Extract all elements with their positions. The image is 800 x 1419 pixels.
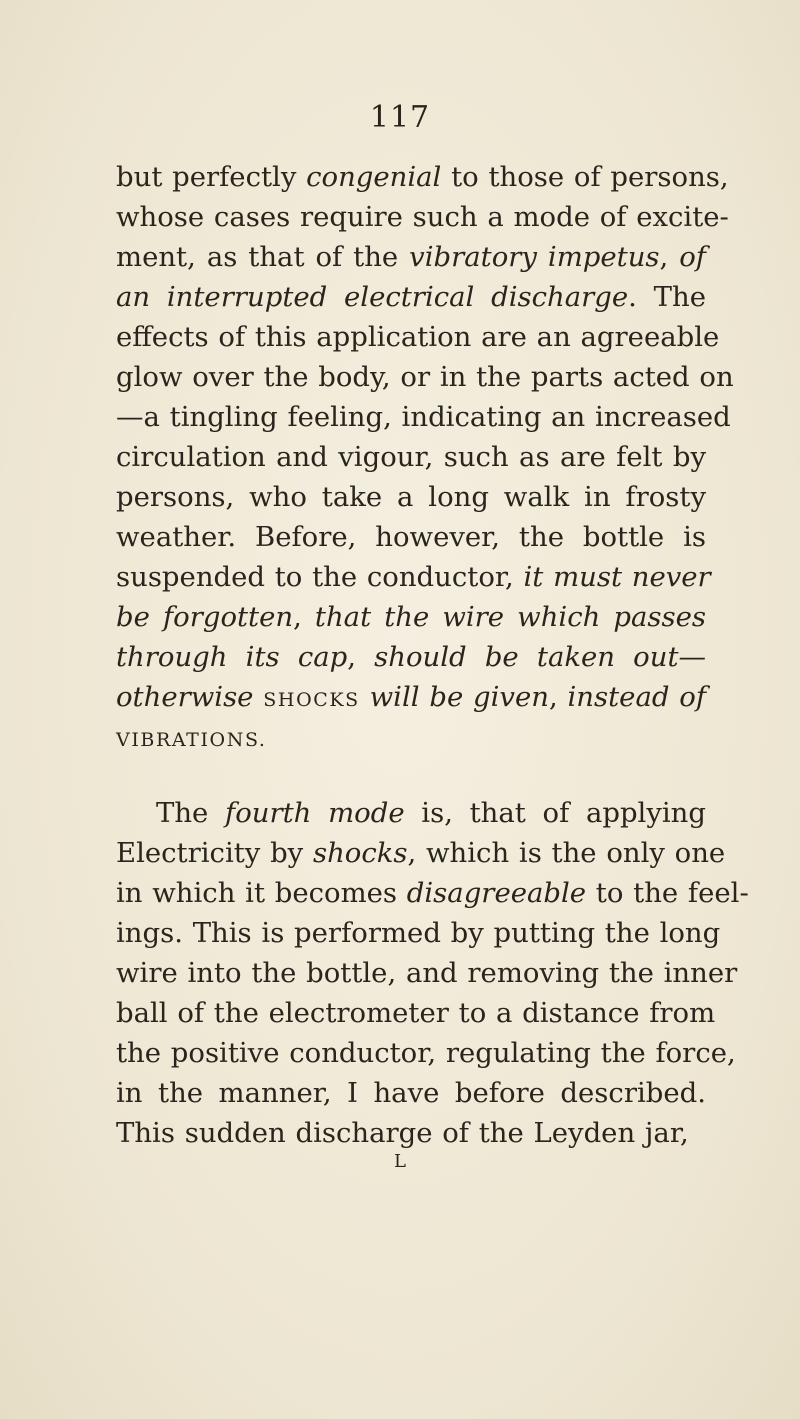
text-line: glow over the body, or in the parts acted on bbox=[116, 361, 734, 393]
paragraph-2 bbox=[116, 793, 749, 1153]
text-line: in which it becomes disagreeable to the feel- bbox=[116, 877, 749, 909]
text-line: ment, as that of the vibratory impetus, of bbox=[116, 241, 706, 273]
text-line: persons, who take a long walk in frosty bbox=[116, 481, 706, 513]
text-line: ings. This is performed by putting the long bbox=[116, 917, 721, 949]
text-line: but perfectly congenial to those of persons, bbox=[116, 161, 729, 193]
text-line: suspended to the conductor, it must never bbox=[116, 561, 711, 593]
text-line: effects of this application are an agreeable bbox=[116, 321, 720, 353]
text-line: weather. Before, however, the bottle is bbox=[116, 521, 706, 553]
text-line: wire into the bottle, and removing the inner bbox=[116, 957, 738, 989]
text-line: otherwise SHOCKS will be given, instead of bbox=[116, 681, 707, 713]
text-line: ball of the electrometer to a distance from bbox=[116, 997, 716, 1029]
page-number: 117 bbox=[369, 100, 431, 135]
text-line: in the manner, I have before described. bbox=[116, 1077, 706, 1109]
text-line: whose cases require such a mode of excite- bbox=[116, 201, 729, 233]
text-line: an interrupted electrical discharge. The bbox=[116, 281, 706, 313]
text-line: —a tingling feeling, indicating an increased bbox=[116, 401, 731, 433]
text-line: Electricity by shocks, which is the only one bbox=[116, 837, 726, 869]
signature-mark: L bbox=[394, 1151, 406, 1172]
text-line: The fourth mode is, that of applying bbox=[156, 797, 706, 829]
text-line: circulation and vigour, such as are felt by bbox=[116, 441, 706, 473]
text-line: VIBRATIONS. bbox=[116, 729, 267, 751]
paragraph-1 bbox=[116, 157, 734, 757]
text-line: through its cap, should be taken out— bbox=[116, 641, 706, 673]
text-line: This sudden discharge of the Leyden jar, bbox=[116, 1117, 689, 1149]
text-line: be forgotten, that the wire which passes bbox=[116, 601, 707, 633]
text-line: the positive conductor, regulating the force, bbox=[116, 1037, 736, 1069]
